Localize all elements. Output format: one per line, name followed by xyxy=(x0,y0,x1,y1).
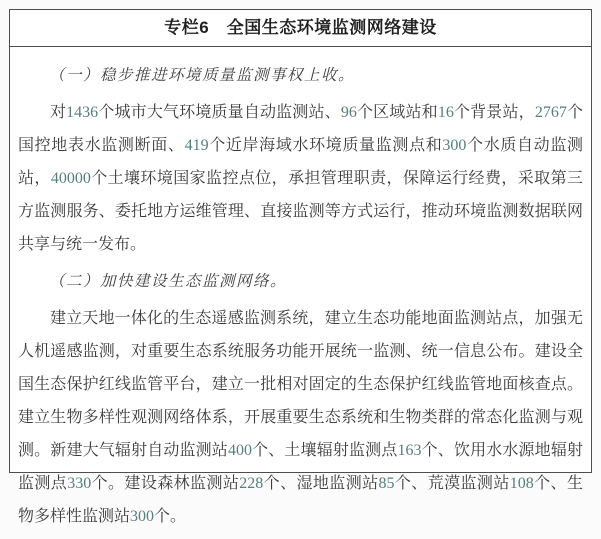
text-run: 个、饮用水水源地辐射监测点 xyxy=(18,442,583,492)
text-run: 个。建设森林监测站 xyxy=(91,475,239,492)
statistic-number: 330 xyxy=(67,475,91,492)
section-heading-1: （一）稳步推进环境质量监测事权上收。 xyxy=(18,59,583,92)
text-run: 个水质自动监测站， xyxy=(18,137,583,187)
text-run: 个区域站和 xyxy=(357,104,438,121)
statistic-number: 2767 xyxy=(535,104,567,121)
paragraph-2 xyxy=(18,302,583,533)
text-run: 个、土壤辐射监测点 xyxy=(252,442,398,459)
statistic-number: 96 xyxy=(341,104,357,121)
statistic-number: 400 xyxy=(228,442,252,459)
text-run: 个、湿地监测站 xyxy=(263,475,378,492)
statistic-number: 108 xyxy=(510,475,534,492)
column-box xyxy=(9,9,592,473)
paragraph-1 xyxy=(18,96,583,261)
section-heading-2: （二）加快建设生态监测网络。 xyxy=(18,265,583,298)
text-run: 个国控地表水监测断面、 xyxy=(18,104,583,154)
box-header xyxy=(10,10,591,47)
statistic-number: 228 xyxy=(239,475,263,492)
statistic-number: 85 xyxy=(379,475,395,492)
statistic-number: 1436 xyxy=(66,104,98,121)
text-run: 个、生物多样性监测站 xyxy=(18,475,583,525)
statistic-number: 300 xyxy=(442,137,466,154)
statistic-number: 163 xyxy=(397,442,421,459)
statistic-number: 40000 xyxy=(51,170,91,187)
text-run: 建立天地一体化的生态遥感监测系统，建立生态功能地面监测站点，加强无人机遥感监测，对重要生态系统服务功能开展统一监测、统一信息公布。建设全国生态保护红线监管平台，建立一批相对固定的生态保护红线监管地面核查点。建立生物多样性观测网络体系，开展重要生态系统和生物类群的常态化监测与观测。新建大气辐射自动监测站 xyxy=(18,310,583,459)
statistic-number: 16 xyxy=(438,104,454,121)
text-run: 个土壤环境国家监控点位，承担管理职责，保障运行经费，采取第三方监测服务、委托地方运维管理、直接监测等方式运行，推动环境监测数据联网共享与统一发布。 xyxy=(18,170,583,253)
statistic-number: 300 xyxy=(130,508,154,525)
text-run: 个。 xyxy=(154,508,186,525)
text-run: 对 xyxy=(50,104,66,121)
box-title: 专栏6 全国生态环境监测网络建设 xyxy=(164,18,436,37)
box-body xyxy=(10,47,591,539)
text-run: 个背景站， xyxy=(454,104,535,121)
text-run: 个近岸海域水环境质量监测点和 xyxy=(209,137,443,154)
text-run: 个城市大气环境质量自动监测站、 xyxy=(98,104,341,121)
text-run: 个、荒漠监测站 xyxy=(395,475,510,492)
statistic-number: 419 xyxy=(185,137,209,154)
